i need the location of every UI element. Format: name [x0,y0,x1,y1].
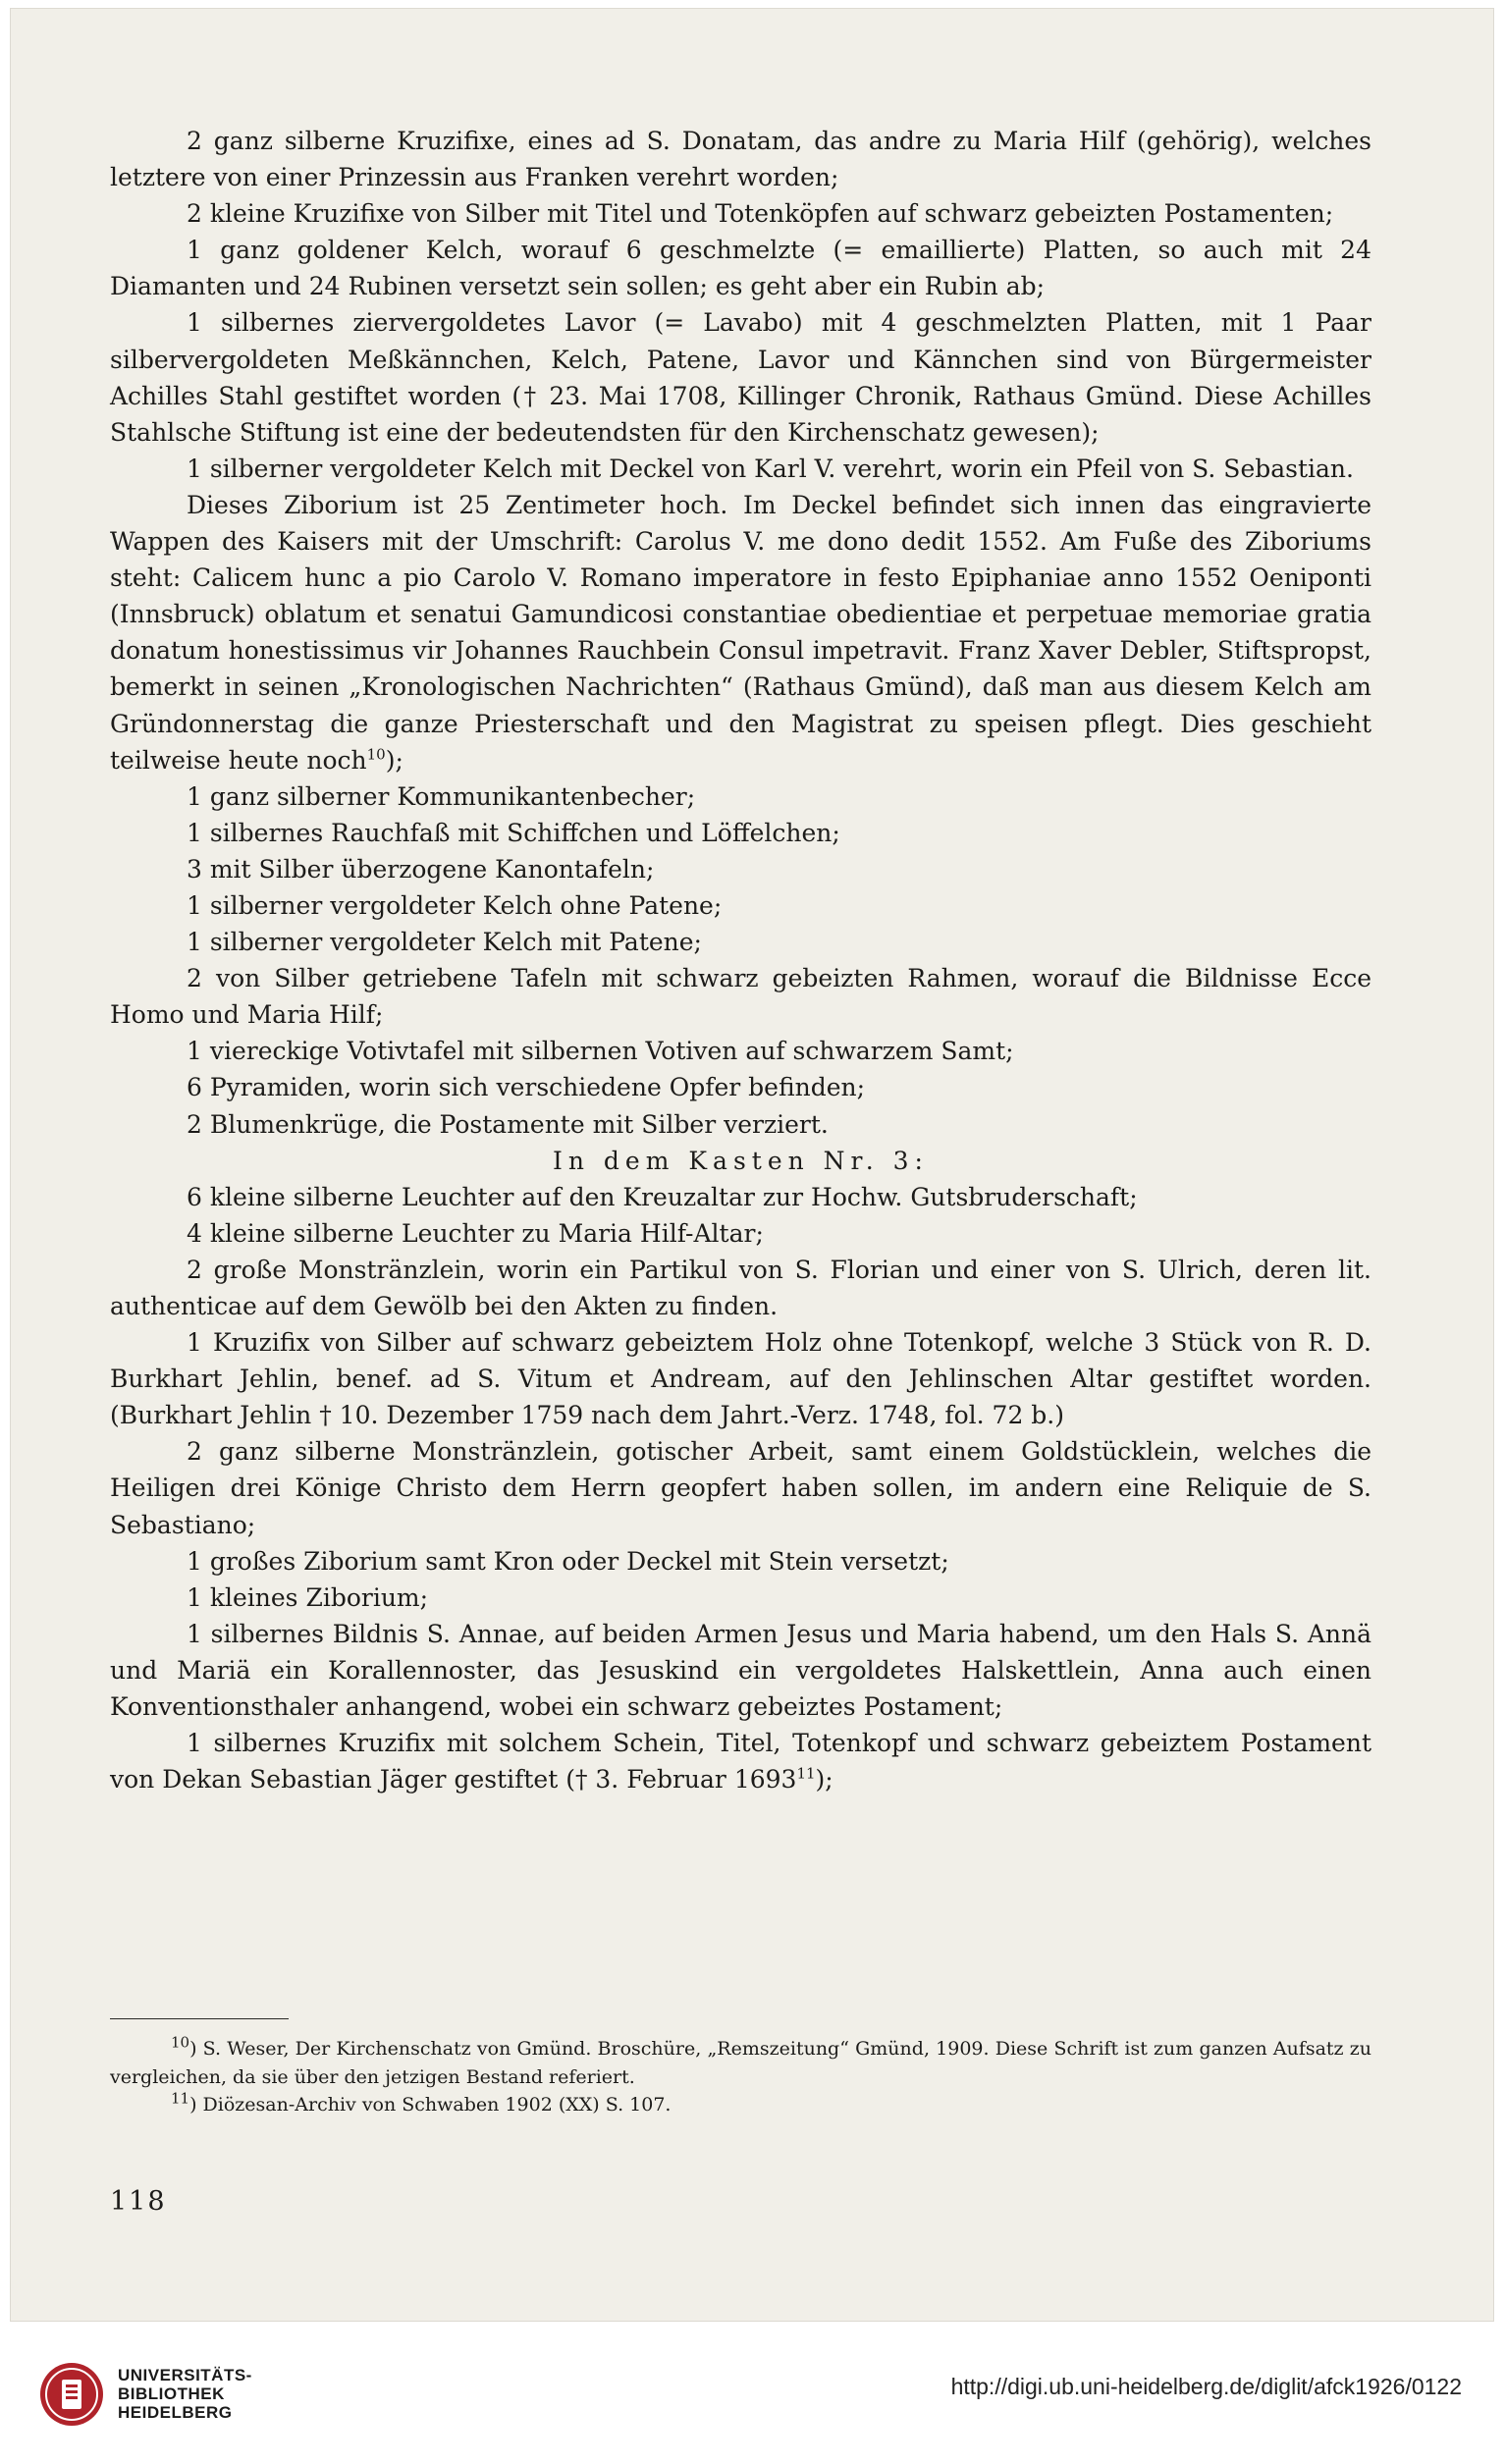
paragraph-ziborium-text: Dieses Ziborium ist 25 Zentimeter hoch. Im Deckel befindet sich innen das eingravierte Wappen des Kaisers mit der Umschrift: Carolus V. me dono dedit 1552. Am Fuße des Ziboriums steht: Calicem hunc a pio Carolo V. Romano imperatore in festo Epiphaniae anno 1552 Oeniponti (Innsbruck) oblatum et senatui Gamundicosi constantiae obedientiae et perpetuae memoriae gratia donatum honestissimus vir Johannes Rauchbein Consul impetravit. Franz Xaver Debler, Stiftspropst, bemerkt in seinen „Kronologischen Nachrichten“ (Rathaus Gmünd), daß man aus diesem Kelch am Gründonnerstag die ganze Priesterschaft und den Magistrat zu speisen pflegt. Dies geschieht teilweise heute noch [110,490,1371,775]
footnotes [110,2035,1371,2119]
paragraph-ziborium-end: ); [385,745,403,775]
viewer-footer [0,2327,1505,2464]
paragraph-kelch-karl-v: 1 silberner vergoldeter Kelch mit Deckel von Karl V. verehrt, worin ein Pfeil von S. Sebastian. [187,454,1354,483]
footnote-text: ) S. Weser, Der Kirchenschatz von Gmünd. Broschüre, „Remszeitung“ Gmünd, 1909. Diese Schrift ist zum ganzen Aufsatz zu vergleichen, da sie über den jetzigen Bestand referiert. [110,2038,1371,2088]
footnote-ref-11: 11 [796,1764,816,1783]
list-item: 2 von Silber getriebene Tafeln mit schwarz gebeizten Rahmen, worauf die Bildnisse Ecce Homo und Maria Hilf; [110,964,1371,1030]
footnote-10 [110,2035,1371,2091]
list-item: 1 großes Ziborium samt Kron oder Deckel mit Stein versetzt; [187,1546,949,1576]
list-item: 4 kleine silberne Leuchter zu Maria Hilf-Altar; [187,1218,764,1248]
footnote-11 [110,2091,1371,2119]
list-item: 6 Pyramiden, worin sich verschiedene Opfer befinden; [187,1073,866,1102]
footnote-number: 11 [171,2089,190,2108]
logo-line: BIBLIOTHEK [118,2384,225,2403]
footnote-number: 10 [171,2033,190,2052]
body-text [110,123,1371,1797]
list-item: 2 ganz silberne Monstränzlein, gotischer Arbeit, samt einem Goldstücklein, welches die Heiligen drei Könige Christo dem Herrn geopfert haben sollen, im andern eine Reliquie de S. Sebastiano; [110,1437,1371,1539]
list-item: 1 silbernes Rauchfaß mit Schiffchen und Löffelchen; [187,818,840,847]
paragraph-kruzifix-jaeger-end: ); [815,1765,833,1794]
paragraph-ziborium [110,487,1371,778]
list-item: 2 große Monstränzlein, worin ein Partikul von S. Florian und einer von S. Ulrich, deren lit. authenticae auf dem Gewölb bei den Akten zu finden. [110,1255,1371,1320]
university-seal-icon[interactable] [37,2360,106,2429]
list-item: 1 silberner vergoldeter Kelch ohne Patene; [187,890,723,920]
list-item: 1 ganz silberner Kommunikantenbecher; [187,781,696,811]
list-item: 1 silberner vergoldeter Kelch mit Patene; [187,928,702,957]
list-item: 1 kleines Ziborium; [187,1582,429,1612]
page-number: 118 [110,2186,167,2217]
list-item: 6 kleine silberne Leuchter auf den Kreuzaltar zur Hochw. Gutsbruderschaft; [187,1182,1138,1211]
list-item: 3 mit Silber überzogene Kanontafeln; [187,854,655,884]
list-item: 1 silbernes Bildnis S. Annae, auf beiden Armen Jesus und Maria habend, um den Hals S. Annä und Mariä ein Korallennoster, das Jesuskind ein vergoldetes Halskettlein, Anna auch einen Konventionsthaler anhangend, wobei ein schwarz gebeiztes Postament; [110,1619,1371,1722]
footnote-ref-10: 10 [366,745,386,764]
paragraph-kruzifix-jaeger [110,1725,1371,1797]
footnote-separator [110,2018,289,2019]
paragraph-kruzifix-jaeger-text: 1 silbernes Kruzifix mit solchem Schein, Titel, Totenkopf und schwarz gebeiztem Postament von Dekan Sebastian Jäger gestiftet († 3. Februar 1693 [110,1729,1371,1794]
list-item: 1 Kruzifix von Silber auf schwarz gebeiztem Holz ohne Totenkopf, welche 3 Stück von R. D. Burkhart Jehlin, benef. ad S. Vitum et Andream, auf den Jehlinschen Altar gestiftet worden. (Burkhart Jehlin † 10. Dezember 1759 nach dem Jahrt.-Verz. 1748, fol. 72 b.) [110,1328,1371,1430]
logo-line: HEIDELBERG [118,2403,233,2422]
section-heading: In dem Kasten Nr. 3: [553,1146,929,1175]
paragraph-kruzifixe-silber: 2 ganz silberne Kruzifixe, eines ad S. Donatam, das andre zu Maria Hilf (gehörig), welches letztere von einer Prinzessin aus Franken verehrt worden; [110,127,1371,192]
list-item: 2 Blumenkrüge, die Postamente mit Silber verziert. [187,1109,829,1139]
paragraph-goldener-kelch: 1 ganz goldener Kelch, worauf 6 geschmelzte (= emaillierte) Platten, so auch mit 24 Diamanten und 24 Rubinen versetzt sein sollen; es geht aber ein Rubin ab; [110,236,1371,301]
library-logo-text[interactable] [118,2366,252,2422]
list-item: 1 viereckige Votivtafel mit silbernen Votiven auf schwarzem Samt; [187,1037,1014,1066]
footnote-text: ) Diözesan-Archiv von Schwaben 1902 (XX) S. 107. [189,2094,672,2116]
paragraph-kleine-kruzifixe: 2 kleine Kruzifixe von Silber mit Titel und Totenköpfen auf schwarz gebeizten Postamenten; [187,199,1334,229]
logo-line: UNIVERSITÄTS- [118,2366,252,2384]
paragraph-lavor: 1 silbernes ziervergoldetes Lavor (= Lavabo) mit 4 geschmelzten Platten, mit 1 Paar silbervergoldeten Meßkännchen, Kelch, Patene, Lavor und Kännchen sind von Bürgermeister Achilles Stahl gestiftet worden († 23. Mai 1708, Killinger Chronik, Rathaus Gmünd. Diese Achilles Stahlsche Stiftung ist eine der bedeutendsten für den Kirchenschatz gewesen); [110,308,1371,447]
permalink-url[interactable]: http://digi.ub.uni-heidelberg.de/diglit/afck1926/0122 [950,2374,1462,2399]
